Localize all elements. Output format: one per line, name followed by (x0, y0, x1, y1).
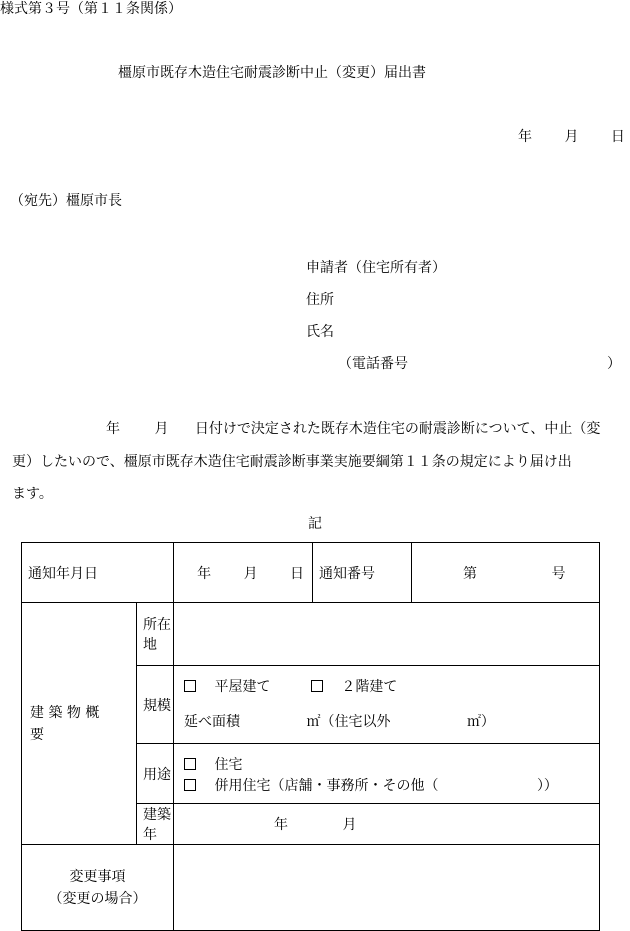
built-value-cell[interactable] (174, 804, 600, 845)
use-opt2-label: 併用住宅（店舗・事務所・その他（ (214, 778, 439, 794)
building-label-line2: 要 (30, 726, 44, 743)
notice-table (21, 542, 600, 931)
scale-label: 規模 (143, 697, 171, 714)
scale-opt1-label: 平屋建て (214, 679, 271, 695)
body-line-3: ます。 (12, 486, 53, 502)
building-label-line1: 建 築 物 概 (30, 704, 100, 721)
building-label-cell (22, 603, 137, 845)
use-opt1-checkbox[interactable] (184, 758, 196, 770)
notice-no-prefix: 第 (463, 565, 478, 582)
ki-heading: 記 (308, 516, 322, 532)
built-label: 建築年 (143, 807, 171, 843)
use-opt2-checkbox[interactable] (184, 779, 196, 791)
applicant-name-label: 氏名 (306, 324, 334, 340)
form-number: 様式第３号（第１１条関係） (0, 1, 182, 17)
floor-area-unit: ㎡（住宅以外 (306, 714, 391, 730)
applicant-phone-close: ） (607, 356, 621, 372)
document-title: 橿原市既存木造住宅耐震診断中止（変更）届出書 (118, 65, 426, 81)
addressee: （宛先）橿原市長 (10, 193, 122, 209)
use-value-cell (174, 744, 600, 804)
notice-no-value-cell[interactable] (412, 543, 600, 603)
notice-date-year: 年 (197, 565, 212, 582)
notice-date-value-cell[interactable] (174, 543, 313, 603)
use-opt1-label: 住宅 (214, 757, 243, 773)
scale-opt2-checkbox[interactable] (311, 680, 323, 692)
built-year: 年 (274, 817, 289, 833)
scale-value-cell (174, 666, 600, 744)
location-label: 所在地 (143, 617, 171, 653)
body-year: 年 (106, 421, 120, 437)
location-label-cell (137, 603, 174, 666)
built-month: 月 (342, 817, 357, 833)
body-text-1: 日付けで決定された既存木造住宅の耐震診断について、中止（変 (194, 421, 601, 437)
notice-date-day: 日 (290, 565, 305, 582)
applicant-label: 申請者（住宅所有者） (306, 260, 446, 276)
date-month: 月 (564, 129, 579, 145)
use-label: 用途 (143, 766, 171, 783)
change-label-line2: （変更の場合） (48, 890, 147, 907)
applicant-phone-open: （電話番号 (338, 356, 408, 372)
notice-date-label-cell (22, 543, 174, 603)
notice-no-label: 通知番号 (319, 565, 376, 582)
date-day: 日 (610, 129, 625, 145)
body-line-2: 更）したいので、橿原市既存木造住宅耐震診断事業実施要綱第１１条の規定により届け出 (12, 454, 572, 470)
body-month: 月 (154, 421, 169, 437)
scale-opt2-label: ２階建て (341, 679, 398, 695)
body-line-1 (106, 422, 600, 436)
applicant-address-label: 住所 (306, 292, 334, 308)
notice-no-suffix: 号 (551, 565, 566, 582)
scale-label-cell (137, 666, 174, 744)
notice-no-label-cell (313, 543, 412, 603)
use-opt2-close: ）） (536, 778, 558, 794)
floor-area-label: 延べ面積 (184, 714, 241, 730)
date-year: 年 (518, 129, 532, 145)
date-line (518, 130, 625, 144)
notice-date-label: 通知年月日 (28, 565, 98, 582)
scale-opt1-checkbox[interactable] (184, 680, 196, 692)
floor-area-unit2: ㎡） (466, 714, 495, 730)
notice-date-month: 月 (243, 565, 258, 582)
built-label-cell (137, 804, 174, 845)
change-label-line1: 変更事項 (69, 868, 126, 885)
use-label-cell (137, 744, 174, 804)
location-value-cell[interactable] (174, 603, 600, 666)
